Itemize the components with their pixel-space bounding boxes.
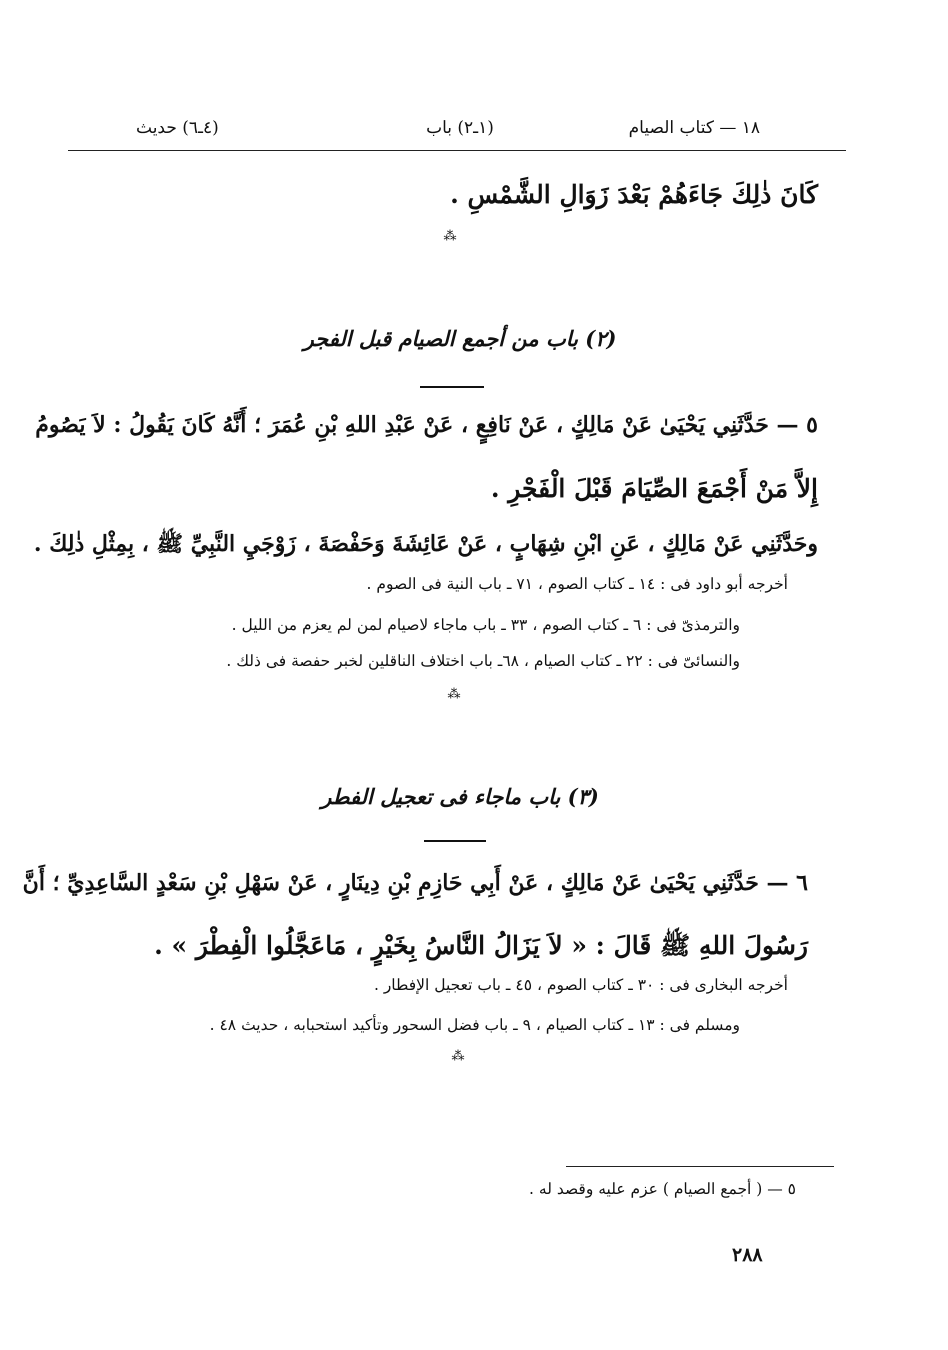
footnote: ٥ — ( أجمع الصيام ) عزم عليه وقصد له . [529,1180,796,1198]
hadith-6-line-2: رَسُولَ اللهِ ﷺ قَالَ : « لاَ يَزَالُ النَّاسُ بِخَيْرٍ ، مَاعَجَّلُوا الْفِطْرَ » . [154,931,808,960]
separator-stars: ⁂ [451,1049,465,1064]
reference-line: أخرجه البخارى فى : ٣٠ ـ كتاب الصوم ، ٤٥ ـ باب تعجيل الإفطار . [373,976,788,994]
separator-stars: ⁂ [447,687,461,702]
separator-stars: ⁂ [443,229,457,244]
hadith-5-line-1: ٥ — حَدَّثَنِي يَحْيَىٰ عَنْ مَالِكٍ ، عَنْ نَافِعٍ ، عَنْ عَبْدِ اللهِ بْنِ عُمَرَ ؛ أَنَّهُ كَانَ يَقُولُ : لاَ يَصُومُ [35,412,818,438]
footnote-rule [566,1166,834,1167]
opening-line: كَانَ ذٰلِكَ جَاءَهُمْ بَعْدَ زَوَالِ الشَّمْسِ . [450,180,818,209]
running-header-chapter: ١٨ — كتاب الصيام [628,118,760,138]
hadith-6-line-1: ٦ — حَدَّثَنِي يَحْيَىٰ عَنْ مَالِكٍ ، عَنْ أَبِي حَازِمِ بْنِ دِينَارٍ ، عَنْ سَهْلِ بْنِ سَعْدٍ السَّاعِدِيِّ ؛ أَنَّ [22,870,808,896]
running-header-hadith: (٤ـ٦) حديث [136,118,219,138]
reference-line: والنسائىّ فى : ٢٢ ـ كتاب الصيام ، ٦٨ـ باب اختلاف الناقلين لخبر حفصة فى ذلك . [226,652,740,670]
hadith-5-line-2: إِلاَّ مَنْ أَجْمَعَ الصِّيَامَ قَبْلَ الْفَجْرِ . [490,474,818,503]
hadith-5-second-chain: وحَدَّثَنِي عَنْ مَالِكٍ ، عَنِ ابْنِ شِهَابٍ ، عَنْ عَائِشَةَ وَحَفْصَةَ ، زَوْجَيِ النَّبِيِّ ﷺ ، بِمِثْلِ ذٰلِكَ . [33,531,818,557]
reference-line: والترمذىّ فى : ٦ ـ كتاب الصوم ، ٣٣ ـ باب ماجاء لاصيام لمن لم يعزم من الليل . [231,616,740,634]
running-header-section: (١ـ٢) باب [426,118,494,138]
section-2-title: (٢) باب من أجمع الصيام قبل الفجر [303,326,617,351]
title-rule [420,386,484,388]
title-rule [424,840,486,842]
reference-line: أخرجه أبو داود فى : ١٤ ـ كتاب الصوم ، ٧١ ـ باب النية فى الصوم . [366,575,788,593]
page-number: ٢٨٨ [732,1244,763,1266]
reference-line: ومسلم فى : ١٣ ـ كتاب الصيام ، ٩ ـ باب فضل السحور وتأكيد استحبابه ، حديث ٤٨ . [209,1016,740,1034]
section-3-title: (٣) باب ماجاء فى تعجيل الفطر [321,784,599,809]
header-rule [68,150,846,151]
